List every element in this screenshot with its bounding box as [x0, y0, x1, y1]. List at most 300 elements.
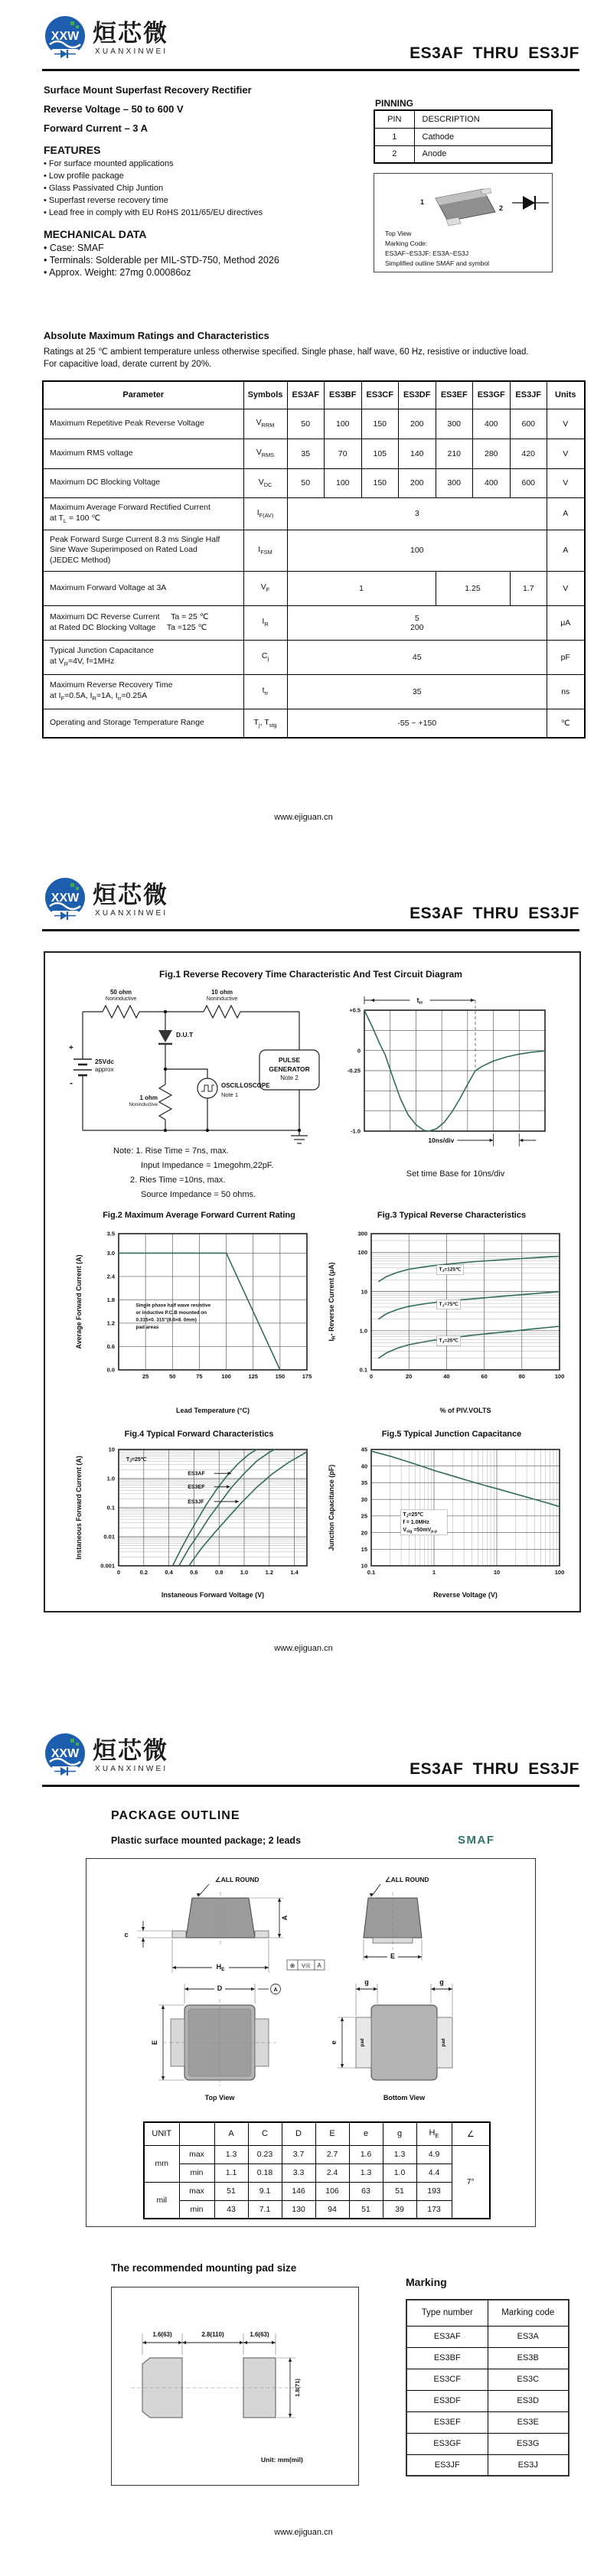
pinning-heading: PINNING	[375, 98, 414, 109]
td: 2	[374, 145, 414, 163]
td: Cathode	[414, 128, 552, 145]
td: ES3JF	[406, 2454, 488, 2476]
tspan: 25	[361, 1512, 367, 1520]
text	[302, 1373, 312, 1380]
tspan: 100	[357, 1249, 367, 1257]
dut-label: D.U.T	[176, 1031, 194, 1039]
div: Maximum RMS voltage	[50, 448, 133, 458]
text	[135, 1310, 207, 1316]
td: 1.3	[383, 2145, 416, 2164]
td: 3.3	[282, 2164, 315, 2182]
tspan: sig	[406, 1529, 413, 1534]
td: 4.4	[416, 2164, 452, 2182]
text	[390, 1952, 395, 1960]
amr-desc-2: For capacitive load, derate current by 20%.	[44, 360, 212, 369]
rect	[70, 21, 74, 25]
sub: E	[435, 2132, 439, 2140]
text	[385, 1876, 429, 1883]
circle	[164, 1068, 167, 1071]
td: ES3GF	[473, 381, 511, 409]
text	[432, 1569, 436, 1576]
text	[328, 1262, 337, 1341]
pulse-gen-line1: PULSE	[278, 1056, 301, 1064]
td: C	[248, 2122, 282, 2145]
battery-minus: -	[70, 1078, 73, 1088]
value-cell: 1.7	[510, 571, 547, 605]
tspan: 10	[361, 1562, 367, 1570]
fig2-title: Fig.2 Maximum Average Forward Current Rating	[103, 1211, 295, 1220]
text	[383, 2094, 426, 2102]
polygon	[251, 1987, 255, 1991]
tspan: =50mV	[412, 1527, 432, 1533]
tspan: 1.2	[265, 1569, 274, 1576]
td: ES3BF	[406, 2347, 488, 2369]
td: ES3JF	[510, 381, 547, 409]
div: at Rated DC Blocking Voltage Ta =125 ℃	[50, 622, 207, 632]
tspan: H	[216, 1963, 222, 1971]
value-cell: -55 ~ +150	[287, 709, 547, 738]
text	[135, 1317, 196, 1322]
tspan: J	[406, 1514, 409, 1519]
value-cell: 1.25	[436, 571, 510, 605]
text	[439, 1407, 491, 1414]
bullet-item: • Case: SMAF	[44, 242, 373, 254]
text	[165, 1569, 173, 1576]
td: 51	[383, 2182, 416, 2200]
tspan: V	[403, 1527, 407, 1533]
bullet-item: • Glass Passivated Chip Juntion	[44, 182, 350, 194]
symbol-cell: $I_{FSM}$	[243, 530, 287, 571]
text	[188, 1485, 205, 1490]
value-cell: 280	[473, 439, 511, 468]
text	[217, 1984, 223, 1992]
td: ES3AF	[287, 381, 325, 409]
tspan: pad	[361, 2038, 365, 2047]
tspan: J	[442, 1269, 445, 1273]
div: Maximum Repetitive Peak Reverse Voltage	[50, 418, 204, 428]
sub: F	[266, 586, 270, 594]
tspan: 0	[369, 1373, 374, 1380]
brand-latin-name: XUANXINWEI	[95, 909, 168, 918]
tr	[406, 2326, 569, 2347]
tbody	[406, 2300, 569, 2476]
rect	[76, 887, 79, 890]
header-rule	[42, 1785, 579, 1787]
note-line-1: Note: 1. Rise Time = 7ns, max.	[113, 1146, 229, 1156]
td: e	[349, 2122, 383, 2145]
parameter-cell	[43, 497, 243, 530]
td: ES3B	[488, 2347, 569, 2369]
brand-latin-name: XUANXINWEI	[95, 47, 168, 56]
package-top-view-label: Top View	[385, 230, 412, 237]
td: 39	[383, 2200, 416, 2219]
fig2-chart	[73, 1224, 325, 1416]
div: 200	[410, 622, 424, 632]
tbody	[43, 381, 585, 738]
fig4-title: Fig.4 Typical Forward Characteristics	[124, 1430, 274, 1439]
td: $H_E$	[416, 2122, 452, 2145]
text	[142, 1373, 148, 1380]
tspan: 1.4	[290, 1569, 299, 1576]
text	[140, 1569, 148, 1576]
tspan: E	[151, 2040, 158, 2046]
tr	[43, 709, 585, 738]
td: ES3BF	[325, 381, 362, 409]
sub: R	[64, 660, 68, 668]
tspan: XXW	[51, 30, 80, 43]
parameter-cell	[43, 571, 243, 605]
polygon	[289, 2414, 292, 2418]
tbody	[374, 110, 552, 163]
td: 173	[416, 2200, 452, 2219]
tspan: E	[221, 1966, 225, 1972]
parameter-cell	[43, 439, 243, 468]
polygon	[431, 1987, 435, 1991]
unit-cell: A	[547, 497, 585, 530]
line	[372, 1884, 380, 1896]
tspan: 40	[361, 1462, 367, 1470]
line	[199, 1884, 209, 1896]
tspan: A	[317, 1962, 321, 1969]
text	[240, 1569, 248, 1576]
value-cell: 300	[436, 409, 473, 439]
rect	[70, 883, 74, 887]
tspan: or inductive P.C.B mounted on	[135, 1310, 207, 1316]
unit-cell: V	[547, 439, 585, 468]
tspan: f = 1.0MHz	[403, 1519, 429, 1525]
symbol-cell: $C_j$	[243, 640, 287, 674]
td: ES3D	[488, 2390, 569, 2411]
tr	[406, 2347, 569, 2369]
tspan: g	[439, 1978, 444, 1986]
text	[107, 1250, 115, 1257]
polygon	[341, 2017, 344, 2021]
td: D	[282, 2122, 315, 2145]
tspan: D	[217, 1984, 223, 1992]
text	[361, 1462, 367, 1469]
text	[360, 1328, 367, 1335]
tspan: 1.8	[106, 1296, 115, 1304]
dimension-table	[143, 2121, 491, 2219]
tr	[406, 2300, 569, 2326]
tspan: VⓂ	[302, 1964, 311, 1969]
mechanical-heading: MECHANICAL DATA	[44, 228, 147, 240]
fig1-waveform-chart	[329, 984, 559, 1160]
set-time-base-note: Set time Base for 10ns/div	[406, 1169, 505, 1179]
unit-cell: ℃	[547, 709, 585, 738]
package-marking-code-label: Marking Code:	[385, 240, 428, 247]
header-rule	[42, 69, 579, 71]
td: ∠	[452, 2122, 490, 2145]
text	[103, 1534, 115, 1541]
path	[165, 1069, 207, 1078]
tr	[43, 468, 585, 497]
td: 0.23	[248, 2145, 282, 2164]
tspan: % of PIV.VOLTS	[439, 1407, 491, 1414]
td: Anode	[414, 145, 552, 163]
tr	[406, 2433, 569, 2454]
text	[152, 2331, 172, 2338]
tspan: Reverse Voltage (V)	[433, 1591, 498, 1599]
td: 0.18	[248, 2164, 282, 2182]
value-cell: 45	[287, 640, 547, 674]
mounting-pad-heading: The recommended mounting pad size	[111, 2262, 297, 2274]
td: ES3DF	[399, 381, 436, 409]
header-rule	[42, 929, 579, 931]
text	[273, 1987, 277, 1993]
td: max	[179, 2182, 214, 2200]
tspan: ⊕	[289, 1962, 295, 1969]
value-cell: 35	[287, 439, 325, 468]
polygon	[265, 1966, 269, 1969]
svg	[112, 2287, 357, 2483]
brand-chinese-name: 烜芯微	[93, 882, 168, 908]
text	[205, 2094, 236, 2102]
text	[361, 1496, 367, 1503]
tspan: R	[331, 1335, 337, 1340]
tr	[406, 2390, 569, 2411]
logo-mark	[42, 1731, 90, 1782]
polygon	[289, 2358, 292, 2362]
circle	[164, 1129, 167, 1132]
tspan: +0.5	[349, 1006, 361, 1014]
rect	[371, 1449, 560, 1566]
text	[107, 1296, 115, 1303]
td: ES3G	[488, 2433, 569, 2454]
text	[188, 1499, 204, 1505]
series-ES3JF	[189, 1452, 307, 1566]
td: 9.1	[248, 2182, 282, 2200]
div: Typical Junction Capacitance	[50, 646, 154, 656]
fig5-chart	[325, 1443, 578, 1600]
polygon	[172, 1966, 176, 1969]
bullet-item: • Lead free in comply with EU RoHS 2011/65/EU directives	[44, 207, 350, 219]
battery-approx: approx	[95, 1066, 114, 1073]
tspan: g	[364, 1978, 369, 1986]
parameter-cell	[43, 530, 243, 571]
text	[276, 1373, 286, 1380]
brand-logo	[42, 1731, 241, 1785]
tspan: 1.0	[240, 1569, 249, 1576]
text	[357, 1047, 361, 1054]
tspan: 0.2	[139, 1569, 148, 1576]
marking-table	[406, 2299, 569, 2477]
unit-cell: V	[547, 571, 585, 605]
oscilloscope-circle	[197, 1078, 217, 1098]
tspan: T	[439, 1267, 442, 1273]
value-cell: 420	[510, 439, 547, 468]
div: Maximum DC Reverse Current Ta = 25 ℃	[50, 611, 209, 621]
tr	[43, 605, 585, 640]
polygon	[374, 1987, 377, 1991]
logo-mark	[42, 14, 90, 64]
text	[215, 1569, 223, 1576]
mounting-pad-box	[111, 2287, 359, 2486]
value-cell: 3	[287, 497, 547, 530]
tr	[374, 128, 552, 145]
text	[351, 1128, 361, 1135]
sub: stg	[269, 721, 277, 729]
svg	[325, 1443, 578, 1600]
product-line: Surface Mount Superfast Recovery Rectifier	[44, 84, 252, 96]
text	[349, 1007, 361, 1014]
features-list	[44, 158, 350, 219]
tspan: A	[281, 1915, 289, 1921]
symbol-cell: $T_j$, $T_{stg}$	[243, 709, 287, 738]
value-cell: 50	[287, 468, 325, 497]
td: 43	[214, 2200, 248, 2219]
text	[151, 2040, 158, 2045]
parameter-cell	[43, 605, 243, 640]
sub: FSM	[260, 549, 272, 556]
package-outline-heading: PACKAGE OUTLINE	[111, 1809, 240, 1822]
sub: j	[267, 655, 269, 663]
tspan: ES3AF	[188, 1471, 205, 1477]
text	[221, 1373, 231, 1380]
div: Sine Wave Superimposed on Rated Load	[50, 545, 197, 555]
value-cell: 70	[325, 439, 362, 468]
dim-table-wrap	[143, 2121, 491, 2219]
tspan: c	[124, 1931, 129, 1939]
td: 1	[374, 128, 414, 145]
tbody	[144, 2122, 490, 2219]
tspan: T	[439, 1301, 442, 1307]
text	[361, 1529, 367, 1536]
text	[107, 1367, 115, 1374]
div: Peak Forward Surge Current 8.3 ms Single Half	[50, 534, 220, 544]
fig1-title: Fig.1 Reverse Recovery Time Characteristic And Test Circuit Diagram	[159, 969, 462, 980]
symbol-cell: $I_R$	[243, 605, 287, 640]
text	[261, 2456, 303, 2464]
td: g	[383, 2122, 416, 2145]
polygon	[449, 1987, 452, 1991]
value-cell: 300	[436, 468, 473, 497]
tspan: rr	[419, 999, 423, 1006]
unit-cell: ns	[547, 674, 585, 709]
div: Maximum DC Blocking Voltage	[50, 478, 161, 487]
value-cell: 100	[325, 468, 362, 497]
tspan: A	[273, 1987, 278, 1993]
marking-heading: Marking	[406, 2276, 447, 2288]
tspan: =25℃	[131, 1457, 147, 1463]
tr	[43, 571, 585, 605]
div: at $I_F=0.5A$, $I_R=1A$, $I_{rr}=0.25A$	[50, 691, 148, 703]
td: 106	[315, 2182, 349, 2200]
td: 1.6	[349, 2145, 383, 2164]
value-cell: 400	[473, 468, 511, 497]
text	[361, 2038, 365, 2046]
text	[190, 1569, 197, 1576]
battery-plus: +	[69, 1044, 73, 1052]
parameter-cell	[43, 640, 243, 674]
td: Units	[547, 381, 585, 409]
tspan: 125	[248, 1373, 258, 1380]
tspan: 1.6(63)	[152, 2331, 172, 2338]
polygon	[364, 1955, 367, 1958]
value-cell: 100	[325, 409, 362, 439]
tspan: 100	[554, 1569, 565, 1576]
div: Maximum Average Forward Rectified Current	[50, 502, 210, 512]
td: ES3DF	[406, 2390, 488, 2411]
text	[75, 1254, 83, 1348]
tspan: 25	[142, 1373, 149, 1380]
tspan: Lead Temperature (°C)	[176, 1407, 250, 1414]
parameter-cell	[43, 468, 243, 497]
td: 1.3	[349, 2164, 383, 2182]
td: UNIT	[144, 2122, 179, 2145]
polygon	[490, 1139, 494, 1142]
tr	[406, 2411, 569, 2433]
tspan: Bottom View	[383, 2094, 426, 2102]
text	[494, 1569, 500, 1576]
tspan: Junction Capacitance (pF)	[328, 1464, 335, 1551]
td: Type number	[406, 2300, 488, 2326]
sub: rr	[264, 690, 269, 697]
r1-type: Noninductive	[105, 996, 137, 1002]
text	[135, 1303, 210, 1309]
tr	[144, 2200, 490, 2219]
series-TJ=125C	[379, 1256, 560, 1281]
td: 130	[282, 2200, 315, 2219]
text	[75, 1456, 83, 1560]
div: at $V_R=4V$, f=1MHz	[50, 657, 115, 668]
forward-current-line: Forward Current – 3 A	[44, 122, 148, 134]
tspan: XXW	[51, 892, 80, 905]
pinning-table-wrap	[374, 109, 553, 164]
polygon	[278, 1934, 281, 1938]
polygon	[142, 1927, 145, 1931]
tspan: 30	[361, 1495, 367, 1503]
text	[100, 1563, 115, 1570]
sub: F	[60, 695, 65, 703]
div: 5	[414, 613, 419, 623]
text	[360, 1367, 367, 1374]
td: Parameter	[43, 381, 243, 409]
tspan: pad	[442, 2038, 446, 2047]
tspan: 0.6	[106, 1343, 115, 1351]
text	[290, 1569, 299, 1576]
tspan: 0	[116, 1569, 121, 1576]
div: Maximum Forward Voltage at 3A	[50, 582, 167, 592]
tspan: =25℃	[444, 1338, 459, 1344]
text	[176, 1407, 250, 1414]
value-cell: 200	[399, 468, 436, 497]
symbol-cell: $I_{F(AV)}$	[243, 497, 287, 530]
td: 94	[315, 2200, 349, 2219]
tr	[43, 674, 585, 709]
pinning-table	[374, 109, 553, 164]
circle	[206, 1129, 209, 1132]
package-marking-code: ES3AF~ES3JF: ES3A~ES3J	[385, 249, 469, 257]
svg	[86, 1860, 534, 2112]
text	[328, 1465, 335, 1551]
unit-cell: pF	[547, 640, 585, 674]
r3-type: Noninductive	[129, 1102, 158, 1107]
td: ES3EF	[406, 2411, 488, 2433]
td: 1.0	[383, 2164, 416, 2182]
footer-url-3: www.ejiguan.cn	[274, 2528, 333, 2537]
diode-symbol-triangle	[523, 196, 535, 210]
tspan: 0.001	[100, 1562, 115, 1570]
tr	[144, 2122, 490, 2145]
rect	[76, 25, 79, 28]
text	[294, 2379, 301, 2397]
tr	[144, 2164, 490, 2182]
td: ES3GF	[406, 2433, 488, 2454]
svg	[73, 1443, 325, 1600]
td: Symbols	[243, 381, 287, 409]
text	[281, 1915, 289, 1920]
